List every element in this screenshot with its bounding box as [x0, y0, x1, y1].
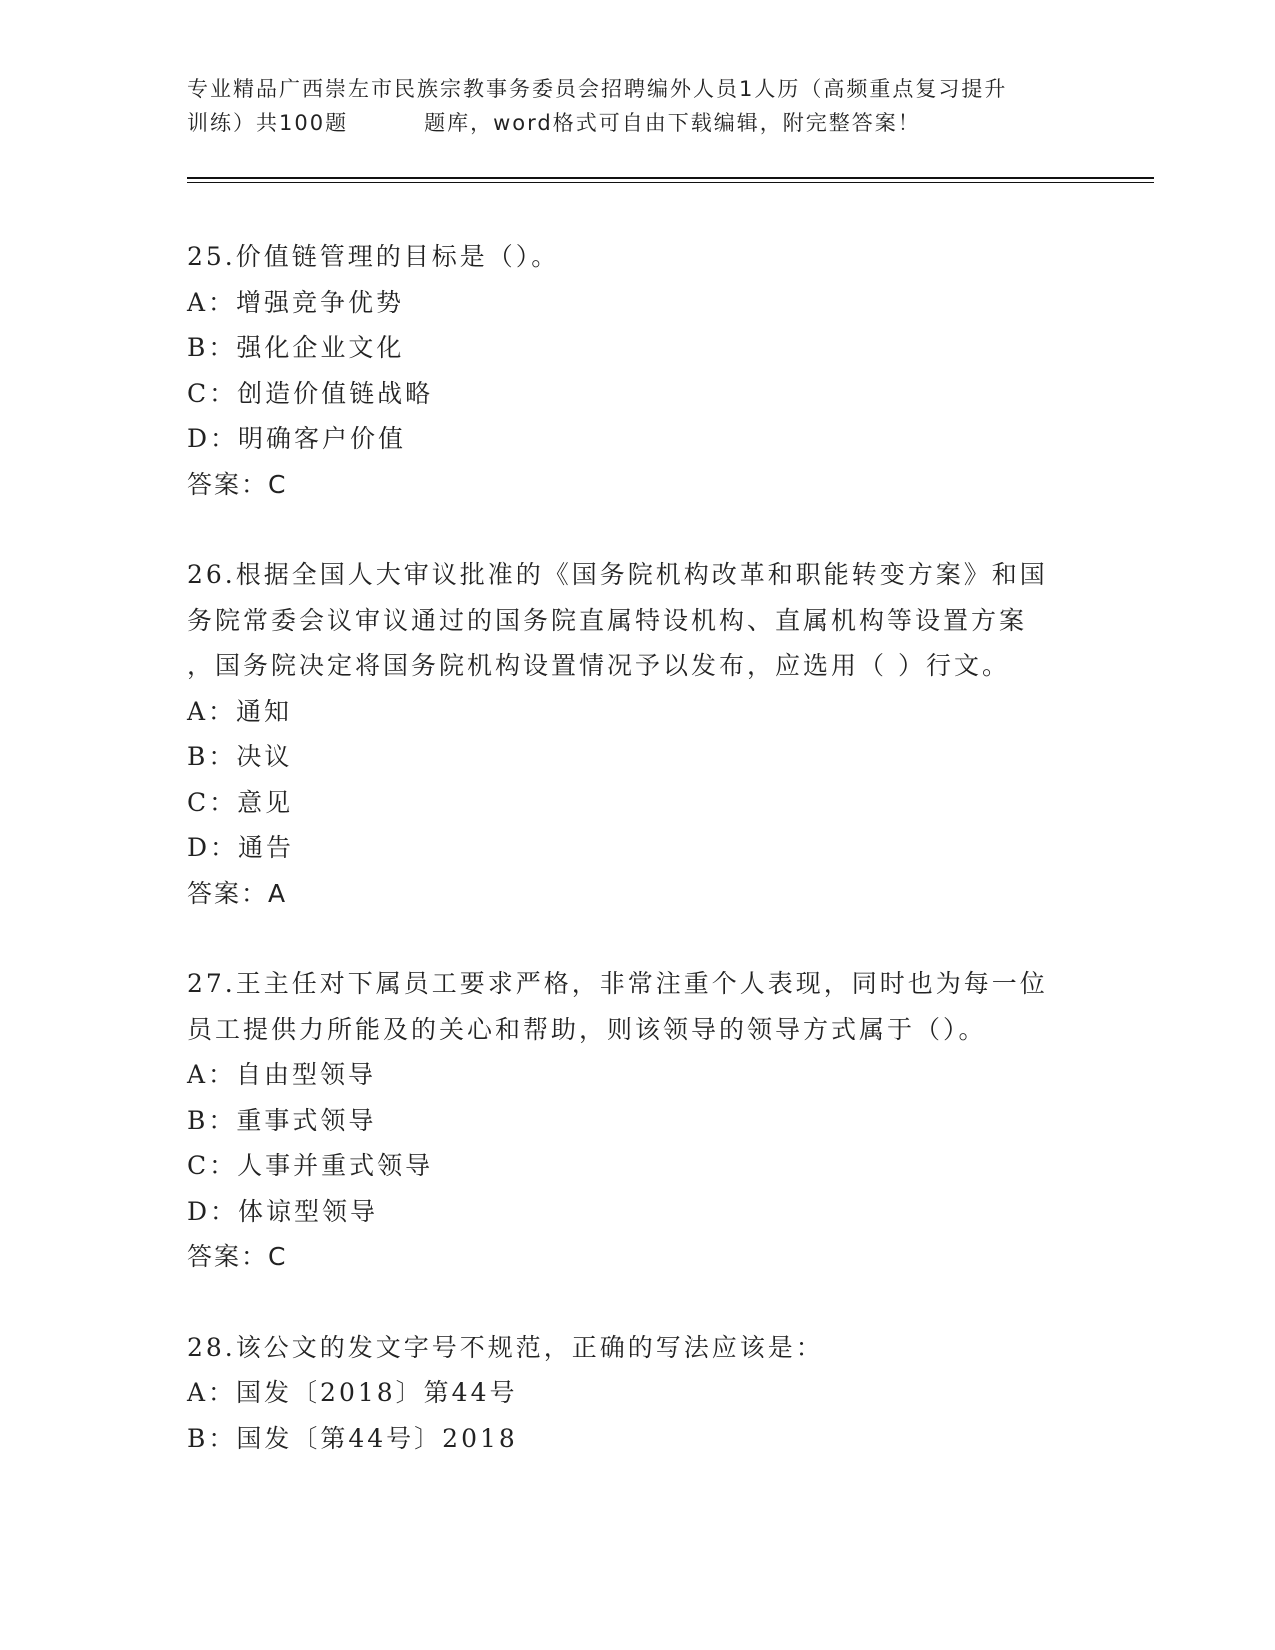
question-block — [187, 552, 1087, 916]
option-b: B：国发〔第44号〕2018 — [187, 1423, 518, 1453]
option-d: D：通告 — [187, 833, 295, 862]
header-divider-thick — [187, 177, 1154, 179]
document-header — [187, 72, 1087, 140]
header-line-1: 专业精品广西崇左市民族宗教事务委员会招聘编外人员1人历（高频重点复习提升 — [187, 77, 1008, 101]
answer: 答案：C — [187, 1242, 288, 1271]
question-block — [187, 234, 1087, 507]
question-stem: 27.王主任对下属员工要求严格，非常注重个人表现，同时也为每一位 — [187, 969, 1048, 998]
option-c: C：意见 — [187, 787, 294, 817]
option-a: A：自由型领导 — [187, 1060, 377, 1089]
answer: 答案：C — [187, 469, 288, 499]
option-c: C：创造价值链战略 — [187, 378, 434, 408]
option-a: A：增强竞争优势 — [187, 287, 405, 317]
option-b: B：决议 — [187, 742, 293, 771]
option-a: A：国发〔2018〕第44号 — [187, 1378, 518, 1407]
header-line-2-left: 训练）共100题 — [187, 111, 349, 135]
question-block — [187, 961, 1087, 1280]
header-divider-thin — [187, 182, 1154, 183]
question-block — [187, 1325, 1087, 1462]
option-c: C：人事并重式领导 — [187, 1151, 434, 1180]
option-d: D：体谅型领导 — [187, 1196, 379, 1226]
question-stem: 26.根据全国人大审议批准的《国务院机构改革和职能转变方案》和国 — [187, 560, 1048, 589]
answer: 答案：A — [187, 878, 288, 908]
option-d: D：明确客户价值 — [187, 424, 407, 453]
header-line-2 — [187, 106, 1087, 140]
option-a: A：通知 — [187, 696, 293, 726]
question-stem: ，国务院决定将国务院机构设置情况予以发布，应选用（ ）行文。 — [187, 651, 1010, 680]
option-b: B：强化企业文化 — [187, 333, 405, 362]
question-stem: 务院常委会议审议通过的国务院直属特设机构、直属机构等设置方案 — [187, 605, 1028, 635]
question-stem: 28.该公文的发文字号不规范，正确的写法应该是： — [187, 1332, 824, 1362]
question-stem: 员工提供力所能及的关心和帮助，则该领导的领导方式属于（）。 — [187, 1014, 987, 1044]
question-list — [187, 234, 1087, 1506]
option-b: B：重事式领导 — [187, 1105, 377, 1135]
header-line-2-right: 题库，word格式可自由下载编辑，附完整答案！ — [424, 111, 921, 135]
question-stem: 25.价值链管理的目标是（）。 — [187, 242, 560, 271]
